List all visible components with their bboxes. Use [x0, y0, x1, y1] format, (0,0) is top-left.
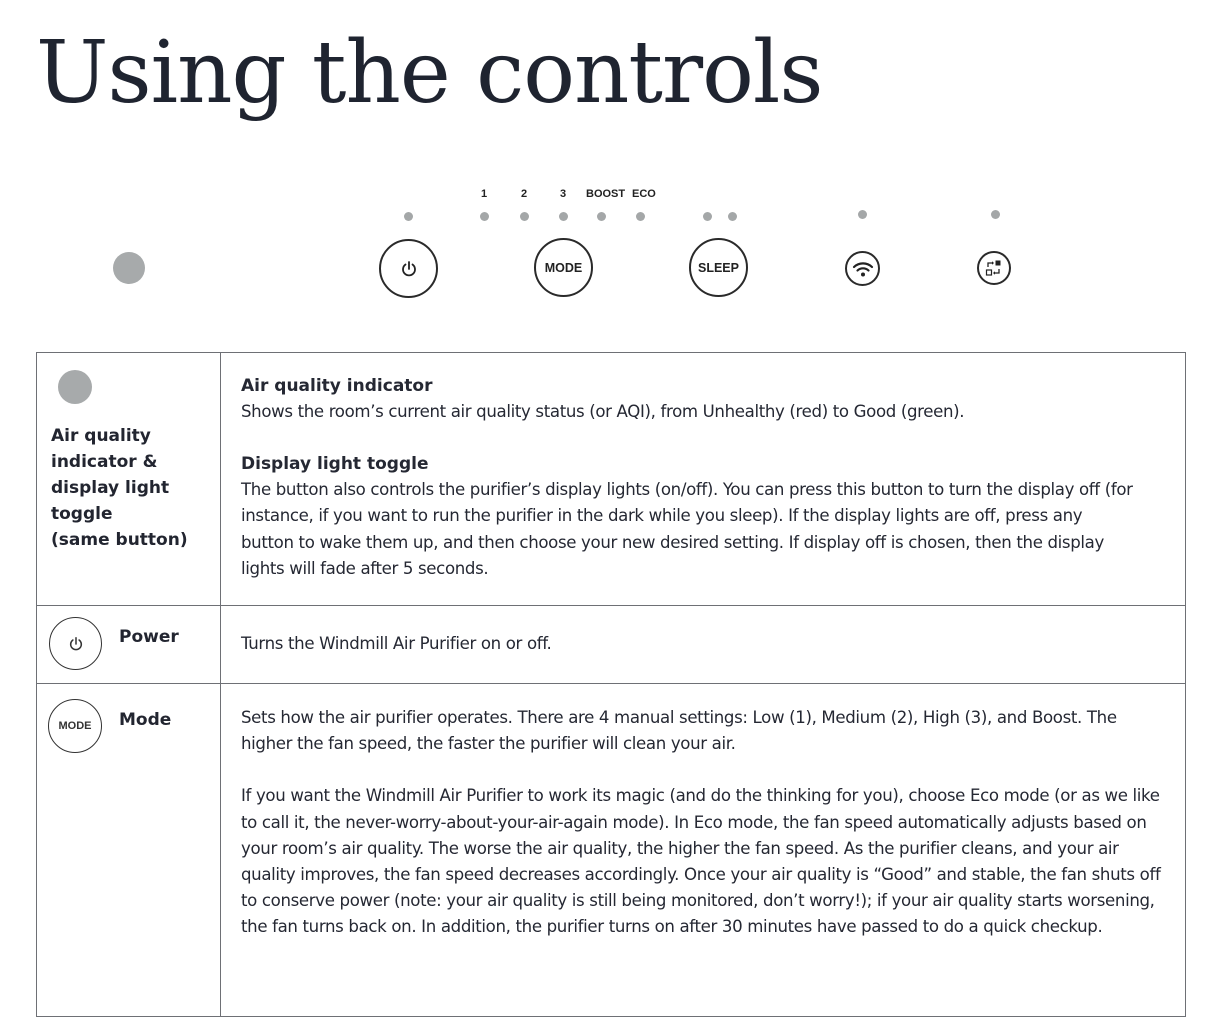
mode-button-icon	[48, 699, 102, 753]
row-label: Power	[119, 627, 179, 647]
wifi-button[interactable]	[845, 251, 880, 286]
section-heading: Air quality indicator	[241, 376, 433, 396]
sleep-button[interactable]	[689, 238, 748, 297]
swap-led	[991, 210, 1000, 219]
row-description-cell	[221, 606, 1186, 684]
level-label-1: 1	[481, 188, 488, 200]
table-row-air-quality	[37, 353, 1186, 606]
power-icon	[68, 636, 84, 652]
row-label-cell	[37, 353, 221, 606]
table-row-mode	[37, 684, 1186, 1017]
wifi-led	[858, 210, 867, 219]
row-paragraph: Sets how the air purifier operates. There are 4 manual settings: Low (1), Medium (2), High (3), and Boost. The higher the fan speed, the faster the purifier will clean your air.	[241, 708, 1117, 754]
level-led-boost	[597, 212, 606, 221]
level-label-eco: ECO	[632, 188, 656, 200]
swap-squares-icon	[984, 259, 1004, 277]
row-label-cell	[37, 684, 221, 1017]
section-heading: Display light toggle	[241, 454, 429, 475]
page-title: Using the controls	[36, 23, 823, 123]
level-led-3	[559, 212, 568, 221]
level-led-2	[520, 212, 529, 221]
row-description-cell	[221, 353, 1186, 606]
row-label: Mode	[119, 710, 172, 730]
row-label-cell	[37, 606, 221, 684]
power-led	[404, 212, 413, 221]
control-panel-diagram	[0, 180, 1228, 310]
mode-icon-label: MODE	[58, 720, 92, 732]
mode-button-label: MODE	[544, 260, 583, 275]
level-label-3: 3	[560, 188, 567, 200]
level-led-1	[480, 212, 489, 221]
row-description-cell	[221, 684, 1186, 1017]
wifi-icon	[852, 260, 874, 278]
air-quality-indicator-button[interactable]	[113, 252, 145, 284]
mode-button[interactable]	[534, 238, 593, 297]
table-row-power	[37, 606, 1186, 684]
power-button[interactable]	[379, 239, 438, 298]
level-label-2: 2	[521, 188, 528, 200]
air-quality-indicator-icon	[58, 370, 92, 404]
row-paragraph: If you want the Windmill Air Purifier to work its magic (and do the thinking for you), choose Eco mode (or as we like to call it, the never-worry-about-your-air-again mode). In Eco mode, the fan speed automatically adjusts based on your room’s air quality. The worse the air quality, the higher the fan speed. As the purifier cleans, and your air quality improves, the fan speed decreases accordingly. Once your air quality is “Good” and stable, the fan shuts off to conserve power (note: your air quality is still being monitored, don’t worry!); if your air quality starts worsening, the fan turns back on. In addition, the purifier turns on after 30 minutes have passed to do a quick checkup.	[241, 786, 1161, 937]
swap-button[interactable]	[977, 251, 1011, 285]
power-icon	[400, 260, 418, 278]
section-text: Shows the room’s current air quality status (or AQI), from Unhealthy (red) to Good (green).	[241, 402, 965, 421]
sleep-led-1	[703, 212, 712, 221]
sleep-led-2	[728, 212, 737, 221]
controls-table	[36, 352, 1186, 1017]
level-led-eco	[636, 212, 645, 221]
row-text: Turns the Windmill Air Purifier on or off.	[241, 634, 552, 654]
level-label-boost: BOOST	[586, 188, 626, 200]
section-text: The button also controls the purifier’s display lights (on/off). You can press this button to turn the display off (for instance, if you want to run the purifier in the dark while you sleep). If the display lights are off, press any button to wake them up, and then choose your new desired setting. If display off is chosen, then the display lights will fade after 5 seconds.	[241, 480, 1133, 578]
power-button-icon	[49, 617, 102, 670]
row-label: Air quality indicator & display light toggle (same button)	[51, 426, 188, 550]
sleep-button-label: SLEEP	[698, 260, 739, 275]
